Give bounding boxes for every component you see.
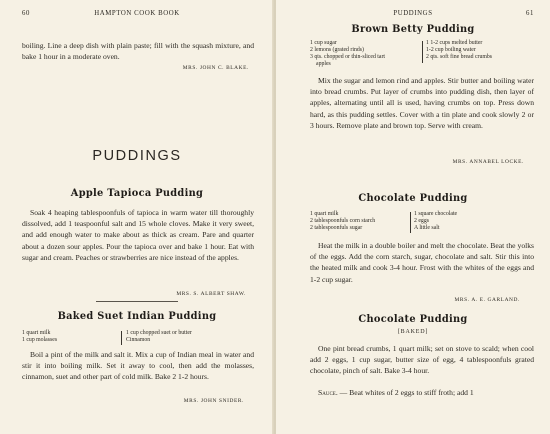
ingredient-line: 1 cup chopped suet or butter xyxy=(126,330,192,336)
ingredient-line: 3 qts. chopped or thin-sliced tart xyxy=(310,54,386,60)
suet-pudding-author: MRS. JOHN SNIDER. xyxy=(183,398,244,404)
brown-betty-ingredients xyxy=(310,40,532,70)
ingredient-line: A little salt xyxy=(414,225,440,231)
right-running-title: PUDDINGS xyxy=(393,10,433,17)
left-running-title: HAMPTON COOK BOOK xyxy=(94,10,180,17)
ingredients-divider xyxy=(121,331,122,345)
chocolate-pudding-text: Heat the milk in a double boiler and melt the chocolate. Beat the yolks of the eggs. Add the corn starch, sugar, chocolate and salt. Stir this into the heated milk and cook 3-4 hour. Frost with the whites of the eggs and 1-2 cup sugar. xyxy=(310,241,534,284)
chocolate-pudding-title: Chocolate Pudding xyxy=(358,193,468,204)
baked-subtitle: [BAKED] xyxy=(397,329,429,335)
suet-pudding-title: Baked Suet Indian Pudding xyxy=(57,311,217,322)
ingredient-line: 1 quart milk xyxy=(22,330,51,336)
left-page-number: 60 xyxy=(22,10,30,17)
right-page-number: 61 xyxy=(526,10,534,17)
ingredient-line: Cinnamon xyxy=(126,337,151,343)
ingredient-line: 2 qts. soft fine bread crumbs xyxy=(426,54,493,60)
sauce-label: Sauce. xyxy=(318,388,338,397)
chocolate-ingredients xyxy=(310,211,532,235)
apple-tapioca-text: Soak 4 heaping tablespoonfuls of tapioca in warm water till thoroughly dissolved, add 1 teaspoonful salt and 15 whole cloves. Make it very sweet, and add enough water to make about as thick as cream. Pare and quarter about a dozen sour apples. Pour the tapioca over and bake 1 hour. Eat with sugar and cream. Peaches or strawberries are nice instead of the apples. xyxy=(22,208,254,262)
ingredient-line: 1 cup molasses xyxy=(22,337,58,343)
continued-recipe-author: MRS. JOHN C. BLAKE. xyxy=(182,65,249,71)
suet-ingredients-col2 xyxy=(126,330,192,344)
brown-betty-author: MRS. ANNABEL LOCKE. xyxy=(452,159,524,165)
sauce-instructions: — Beat whites of 2 eggs to stiff froth; add 1 xyxy=(339,388,474,397)
suet-ingredients-col1 xyxy=(22,330,57,344)
ingredients-divider xyxy=(410,212,411,233)
ingredient-line: 2 lemons (grated rinds) xyxy=(310,47,364,53)
baked-chocolate-text: One pint bread crumbs, 1 quart milk; set on stove to scald; when cool add 2 eggs, 1 cup sugar, butter size of egg, 4 tablespoonfuls grated chocolate, pinch of salt. Bake 3-4 hour. xyxy=(310,344,534,376)
chocolate-ingredients-col2 xyxy=(414,211,457,232)
ingredient-line: apples xyxy=(316,61,331,67)
ingredient-line: 2 tablespoonfuls corn starch xyxy=(310,218,376,224)
brown-betty-title: Brown Betty Pudding xyxy=(351,24,475,35)
apple-tapioca-title: Apple Tapioca Pudding xyxy=(70,188,204,199)
ingredient-line: 1-2 cup boiling water xyxy=(426,47,476,53)
brown-betty-ingredients-col2 xyxy=(426,40,492,61)
chocolate-ingredients-col1 xyxy=(310,211,375,232)
ingredient-line: 1 1-2 cups melted butter xyxy=(426,40,483,46)
ingredient-line: 2 eggs xyxy=(414,218,429,224)
baked-chocolate-pudding-title: Chocolate Pudding xyxy=(358,314,468,325)
ingredients-divider xyxy=(422,41,423,63)
sauce-text xyxy=(310,387,534,398)
brown-betty-ingredients-col1 xyxy=(310,40,385,68)
continued-recipe-text: boiling. Line a deep dish with plain paste; fill with the squash mixture, and bake 1 hour in a moderate oven. xyxy=(22,41,254,62)
right-page xyxy=(276,0,550,434)
left-page xyxy=(0,0,274,434)
chocolate-pudding-author: MRS. A. E. GARLAND. xyxy=(454,297,520,303)
ingredient-line: 1 quart milk xyxy=(310,211,339,217)
ingredient-line: 1 cup sugar xyxy=(310,40,337,46)
ingredient-line: 1 square chocolate xyxy=(414,211,458,217)
suet-pudding-text: Boil a pint of the milk and salt it. Mix a cup of Indian meal in water and stir it into boiling milk. Set it away to cool, then add the molasses, cinnamon, suet and other part of cold milk. Bake 2 1-2 hours. xyxy=(22,350,254,382)
section-title: PUDDINGS xyxy=(92,148,182,164)
section-divider xyxy=(96,301,178,302)
ingredient-line: 2 tablespoonfuls sugar xyxy=(310,225,363,231)
suet-ingredients xyxy=(22,330,254,346)
brown-betty-text: Mix the sugar and lemon rind and apples. Stir butter and boiling water into bread crumbs. Put layer of crumbs into pudding dish, then layer of apples, alternating until all is used, having crumbs on top. Press down hard, as this pudding settles. Cover with a tin plate and cook slowly 2 or 3 hours. Remove plate and brown top. Serve with cream. xyxy=(310,76,534,130)
apple-tapioca-author: MRS. S. ALBERT SHAW. xyxy=(176,291,246,297)
